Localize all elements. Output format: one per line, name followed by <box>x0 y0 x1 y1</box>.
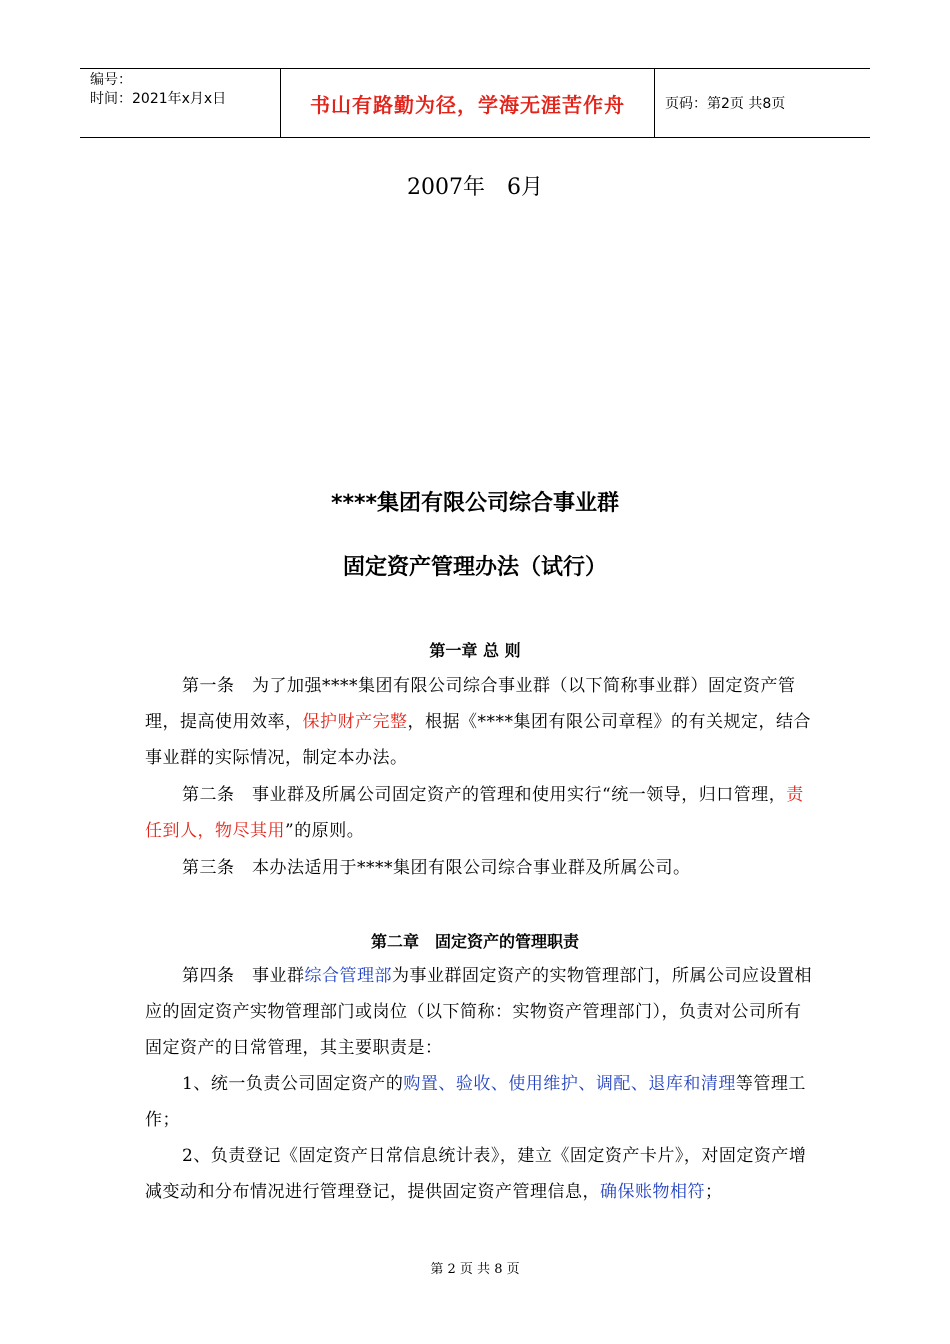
item-1-part-b: 等管理工作； <box>145 1074 806 1130</box>
chapter1-heading: 第一章 总 则 <box>429 641 521 660</box>
item-1-part-a: 1、统一负责公司固定资产的 <box>182 1074 404 1094</box>
item-1-text <box>145 1066 817 1138</box>
article-2-part-b: ”的原则。 <box>285 821 365 841</box>
article-1-emphasis: 保护财产完整 <box>302 712 408 732</box>
page-info-text: 页码：第2页 共8页 <box>665 96 786 112</box>
article-3-text: 第三条 本办法适用于****集团有限公司综合事业群及所属公司。 <box>182 858 691 878</box>
chapter2-heading: 第二章 固定资产的管理职责 <box>370 932 579 951</box>
item-2-text <box>145 1138 817 1210</box>
article-1 <box>145 668 817 776</box>
article-3 <box>145 850 817 886</box>
chapter2-body <box>145 958 817 1210</box>
article-2-part-a: 第二条 事业群及所属公司固定资产的管理和使用实行“统一领导，归口管理， <box>182 785 787 805</box>
document-title-line1: ****集团有限公司综合事业群 <box>330 491 620 516</box>
article-1-text <box>145 668 817 776</box>
article-2-text <box>145 777 817 849</box>
item-2-part-a: 2、负责登记《固定资产日常信息统计表》，建立《固定资产卡片》，对固定资产增减变动和分布情况进行管理登记，提供固定资产管理信息， <box>145 1146 807 1202</box>
article-4-part-b: 为事业群固定资产的实物管理部门，所属公司应设置相应的固定资产实物管理部门或岗位（以下简称：实物资产管理部门），负责对公司所有固定资产的日常管理，其主要职责是： <box>145 966 812 1058</box>
document-date: 2007年 6月 <box>407 175 543 200</box>
item-1-emphasis: 购置、验收、使用维护、调配、退库和清理 <box>403 1074 736 1094</box>
article-1-part-b: ，根据《****集团有限公司章程》的有关规定，结合事业群的实际情况，制定本办法。 <box>145 712 811 768</box>
page-footer: 第 2 页 共 8 页 <box>430 1262 520 1277</box>
item-2-part-b: ； <box>705 1182 723 1202</box>
time-label: 时间：2021年x月x日 <box>90 91 227 107</box>
article-4-part-a: 第四条 事业群 <box>182 966 305 986</box>
document-header <box>80 68 870 138</box>
article-2 <box>145 777 817 849</box>
number-label: 编号： <box>90 72 132 88</box>
header-page-info <box>655 69 870 137</box>
header-motto-cell <box>281 69 655 137</box>
header-meta <box>80 69 281 137</box>
article-4-text <box>145 958 817 1066</box>
item-2-emphasis: 确保账物相符 <box>600 1182 705 1202</box>
header-motto: 书山有路勤为径，学海无涯苦作舟 <box>310 92 625 117</box>
article-1-part-a: 第一条 为了加强****集团有限公司综合事业群（以下简称事业群）固定资产管理，提高使用效率， <box>145 676 796 732</box>
article-4-emphasis: 综合管理部 <box>304 966 392 986</box>
document-title-line2: 固定资产管理办法（试行） <box>342 555 607 580</box>
article-2-emphasis: 责任到人，物尽其用 <box>145 785 804 841</box>
